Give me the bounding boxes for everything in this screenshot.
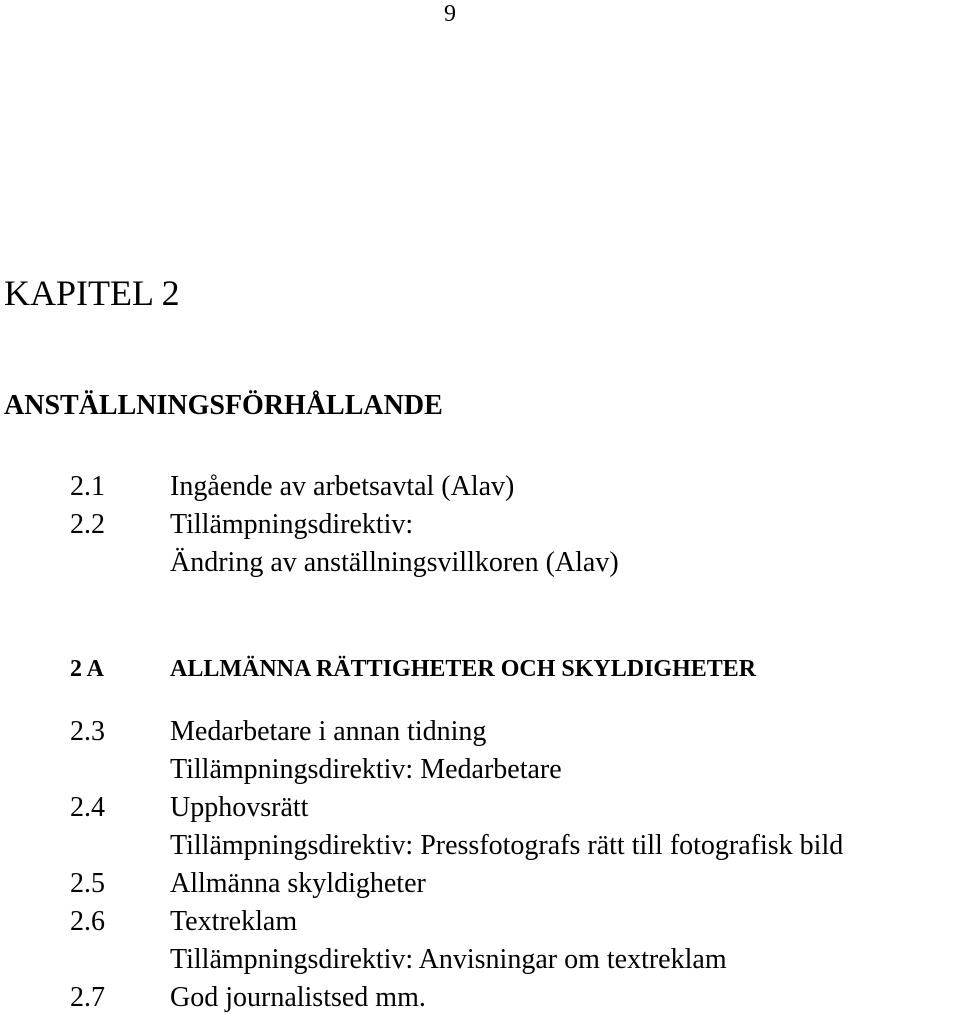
toc-entry-number: 2.2 [70,509,105,540]
toc-entry-title: Tillämpningsdirektiv: Medarbetare [170,754,562,785]
toc-entry-title: Textreklam [170,906,298,937]
toc-entry-title: Tillämpningsdirektiv: Anvisningar om textreklam [170,944,727,975]
toc-entry-number: 2.7 [70,982,105,1013]
group-heading-number: 2 A [70,656,105,682]
toc-entry-title: God journalistsed mm. [170,982,426,1013]
toc-entry-number: 2.3 [70,716,105,747]
chapter-title: KAPITEL 2 [4,273,180,313]
toc-entry-number: 2.1 [70,471,105,502]
toc-entry-number: 2.5 [70,868,105,899]
toc-entry-number: 2.4 [70,792,105,823]
toc-entry-title: Medarbetare i annan tidning [170,716,487,747]
section-heading: ANSTÄLLNINGSFÖRHÅLLANDE [4,390,443,421]
toc-entry-title: Ändring av anställningsvillkoren (Alav) [170,547,619,578]
toc-entry-title: Allmänna skyldigheter [170,868,426,899]
toc-entry-title: Ingående av arbetsavtal (Alav) [170,471,515,502]
toc-entry-title: Tillämpningsdirektiv: [170,509,414,540]
toc-entry-number: 2.6 [70,906,105,937]
page-number: 9 [444,1,456,27]
toc-entry-title: Upphovsrätt [170,792,309,823]
group-heading-title: ALLMÄNNA RÄTTIGHETER OCH SKYLDIGHETER [170,656,757,682]
toc-entry-title: Tillämpningsdirektiv: Pressfotografs rätt till fotografisk bild [170,830,844,861]
